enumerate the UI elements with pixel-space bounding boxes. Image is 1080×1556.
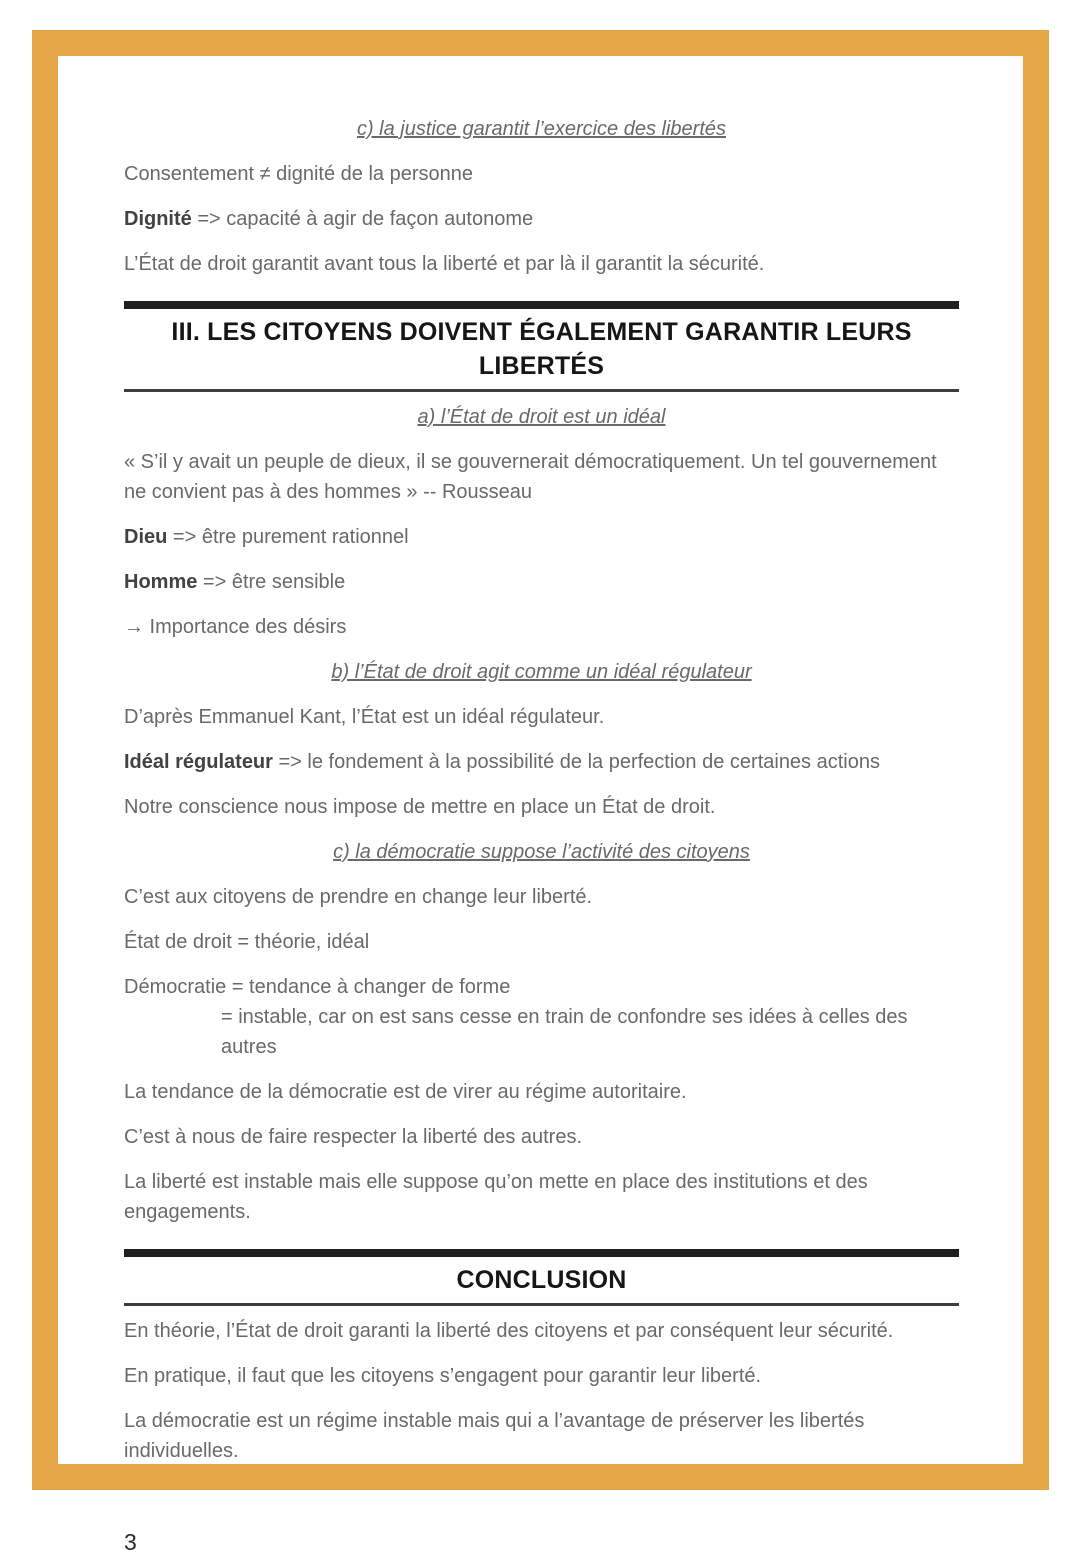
paragraph-tendance-autoritaire: La tendance de la démocratie est de virer au régime autoritaire. bbox=[124, 1081, 687, 1103]
conclusion-title: CONCLUSION bbox=[456, 1266, 627, 1294]
definition-term-dieu: Dieu bbox=[124, 526, 168, 548]
section-3-title: III. LES CITOYENS DOIVENT ÉGALEMENT GARANTIR LEURS LIBERTÉS bbox=[171, 318, 912, 380]
paragraph-conclusion-democratie: La démocratie est un régime instable mais qui a l’avantage de préserver les libertés individuelles. bbox=[124, 1410, 865, 1462]
subheading-b-regulateur: b) l’État de droit agit comme un idéal régulateur bbox=[331, 661, 752, 683]
democratie-line-1: Démocratie = tendance à changer de forme bbox=[124, 976, 511, 998]
democratie-line-2: = instable, car on est sans cesse en train de confondre ses idées à celles des autres bbox=[221, 1006, 908, 1058]
paragraph-citoyens-change: C’est aux citoyens de prendre en change leur liberté. bbox=[124, 886, 593, 908]
paragraph-liberte-instable: La liberté est instable mais elle suppose qu’on mette en place des institutions et des engagements. bbox=[124, 1171, 868, 1223]
paragraph-etat-droit-garantit: L’État de droit garantit avant tous la liberté et par là il garantit la sécurité. bbox=[124, 253, 765, 275]
definition-term-dignite: Dignité bbox=[124, 208, 192, 230]
paragraph-conscience: Notre conscience nous impose de mettre en place un État de droit. bbox=[124, 796, 716, 818]
conclusion-header bbox=[124, 1249, 959, 1306]
definition-dignite bbox=[124, 204, 959, 234]
paragraph-conclusion-theorie: En théorie, l’État de droit garanti la liberté des citoyens et par conséquent leur sécurité. bbox=[124, 1320, 894, 1342]
page-border-frame bbox=[32, 30, 1049, 1555]
definition-term-ideal-regulateur: Idéal régulateur bbox=[124, 751, 273, 773]
paragraph-consentement: Consentement ≠ dignité de la personne bbox=[124, 163, 473, 185]
definition-ideal-regulateur bbox=[124, 747, 959, 777]
divider-thick-top-conclusion bbox=[124, 1249, 959, 1257]
subheading-c-justice: c) la justice garantit l’exercice des libertés bbox=[356, 118, 727, 140]
arrow-note-desirs: → Importance des désirs bbox=[124, 616, 347, 638]
definition-term-homme: Homme bbox=[124, 571, 198, 593]
quote-rousseau: « S’il y avait un peuple de dieux, il se gouvernerait démocratiquement. Un tel gouvernement ne convient pas à des hommes » -- Rousseau bbox=[124, 451, 937, 503]
paragraph-conclusion-pratique: En pratique, il faut que les citoyens s’engagent pour garantir leur liberté. bbox=[124, 1365, 762, 1387]
definition-homme bbox=[124, 567, 959, 597]
section-3-header bbox=[124, 301, 959, 392]
subheading-a-ideal: a) l’État de droit est un idéal bbox=[417, 406, 666, 428]
divider-thin-bottom-conclusion bbox=[124, 1303, 959, 1306]
page-number: 3 bbox=[124, 1529, 137, 1555]
divider-thick-top bbox=[124, 301, 959, 309]
definition-dieu bbox=[124, 522, 959, 552]
definition-text-ideal-regulateur: => le fondement à la possibilité de la perfection de certaines actions bbox=[278, 751, 880, 773]
subheading-c-democratie: c) la démocratie suppose l’activité des citoyens bbox=[333, 841, 750, 863]
paragraph-kant: D’après Emmanuel Kant, l’État est un idéal régulateur. bbox=[124, 706, 605, 728]
definition-text-dieu: => être purement rationnel bbox=[172, 526, 409, 548]
divider-thin-bottom bbox=[124, 389, 959, 392]
definition-text-dignite: => capacité à agir de façon autonome bbox=[197, 208, 534, 230]
definition-text-homme: => être sensible bbox=[202, 571, 346, 593]
paragraph-etat-theorie: État de droit = théorie, idéal bbox=[124, 931, 370, 953]
page-content bbox=[58, 56, 1023, 1556]
paragraph-democratie-definition bbox=[124, 972, 959, 1062]
paragraph-respecter-liberte: C’est à nous de faire respecter la liberté des autres. bbox=[124, 1126, 583, 1148]
